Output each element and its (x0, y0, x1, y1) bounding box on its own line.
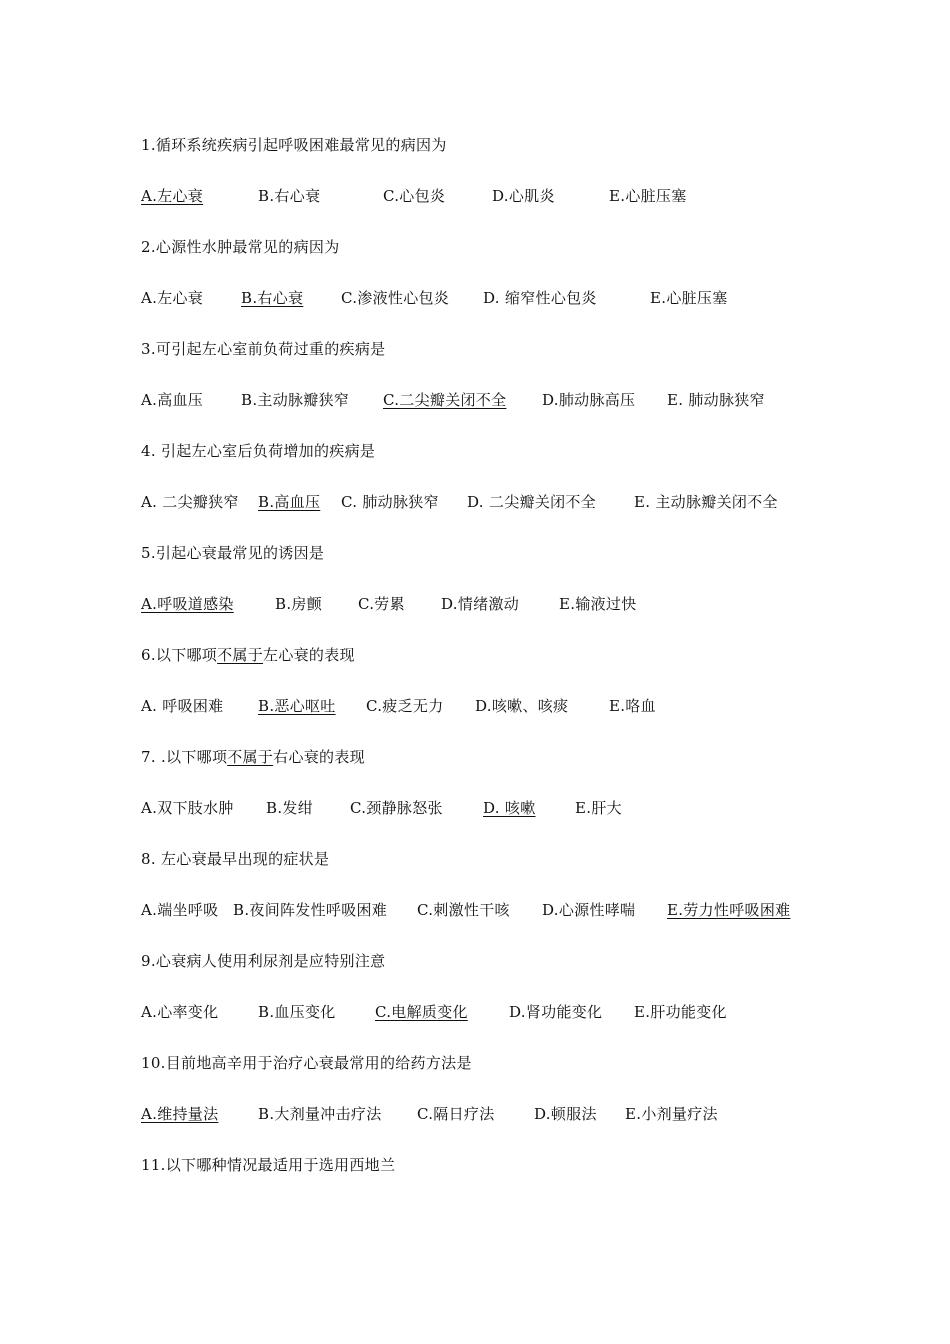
question-8-options (141, 900, 841, 920)
stem-text: 6.以下哪项 (141, 646, 218, 664)
option: E.输液过快 (559, 595, 637, 613)
option: D.肺动脉高压 (542, 391, 636, 409)
option: C.隔日疗法 (417, 1105, 495, 1123)
answer-option: C.电解质变化 (375, 1003, 468, 1021)
option: D.顿服法 (534, 1105, 597, 1123)
question-8-stem: 8. 左心衰最早出现的症状是 (141, 850, 330, 868)
option: D. 二尖瓣关闭不全 (467, 493, 597, 511)
option: C. 肺动脉狭窄 (341, 493, 439, 511)
option: C.心包炎 (383, 187, 446, 205)
answer-option: E.劳力性呼吸困难 (667, 901, 791, 919)
question-4-options (141, 492, 841, 512)
stem-text: 7. .以下哪项 (141, 748, 228, 766)
option: D.咳嗽、咳痰 (475, 697, 569, 715)
stem-text: 左心衰的表现 (263, 646, 355, 664)
stem-emphasis: 不属于 (217, 646, 264, 664)
option: B.右心衰 (258, 187, 321, 205)
answer-option: D. 咳嗽 (483, 799, 536, 817)
option: C.颈静脉怒张 (350, 799, 443, 817)
option: A. 呼吸困难 (141, 697, 224, 715)
answer-option: A.维持量法 (141, 1105, 219, 1123)
question-1-stem: 1.循环系统疾病引起呼吸困难最常见的病因为 (141, 136, 447, 154)
question-6-options (141, 696, 841, 716)
option: E. 主动脉瓣关闭不全 (634, 493, 778, 511)
option: C.疲乏无力 (366, 697, 444, 715)
question-6-stem (141, 645, 355, 665)
option: B.大剂量冲击疗法 (258, 1105, 382, 1123)
answer-option: B.恶心呕吐 (258, 697, 336, 715)
question-2-stem: 2.心源性水肿最常见的病因为 (141, 238, 340, 256)
question-4-stem: 4. 引起左心室后负荷增加的疾病是 (141, 442, 376, 460)
option: E.咯血 (609, 697, 656, 715)
option: E.肝大 (575, 799, 622, 817)
option: E.小剂量疗法 (625, 1105, 718, 1123)
option: D.情绪激动 (441, 595, 520, 613)
option: E.心脏压塞 (609, 187, 687, 205)
question-7-stem (141, 747, 365, 767)
answer-option: A.左心衰 (141, 187, 204, 205)
option: D. 缩窄性心包炎 (483, 289, 597, 307)
question-10-options (141, 1104, 841, 1124)
option: E.肝功能变化 (634, 1003, 727, 1021)
option: A.左心衰 (141, 289, 204, 307)
option: C.渗液性心包炎 (341, 289, 450, 307)
option: C.劳累 (358, 595, 405, 613)
option: A.端坐呼吸 (141, 901, 219, 919)
question-9-options (141, 1002, 841, 1022)
option: B.血压变化 (258, 1003, 336, 1021)
answer-option: B.高血压 (258, 493, 321, 511)
question-5-options (141, 594, 841, 614)
option: A. 二尖瓣狭窄 (141, 493, 239, 511)
option: A.高血压 (141, 391, 204, 409)
stem-text: 右心衰的表现 (273, 748, 365, 766)
answer-option: A.呼吸道感染 (141, 595, 234, 613)
option: D.心源性哮喘 (542, 901, 636, 919)
stem-emphasis: 不属于 (227, 748, 274, 766)
option: C.刺激性干咳 (417, 901, 510, 919)
option: B.主动脉瓣狭窄 (241, 391, 350, 409)
option: B.夜间阵发性呼吸困难 (233, 901, 388, 919)
question-3-options (141, 390, 841, 410)
question-2-options (141, 288, 841, 308)
option: E.心脏压塞 (650, 289, 728, 307)
question-7-options (141, 798, 841, 818)
option: E. 肺动脉狭窄 (667, 391, 765, 409)
option: D.心肌炎 (492, 187, 555, 205)
answer-option: C.二尖瓣关闭不全 (383, 391, 507, 409)
option: D.肾功能变化 (509, 1003, 603, 1021)
option: B.房颤 (275, 595, 322, 613)
question-5-stem: 5.引起心衰最常见的诱因是 (141, 544, 325, 562)
question-9-stem: 9.心衰病人使用利尿剂是应特别注意 (141, 952, 386, 970)
option: A.双下肢水肿 (141, 799, 234, 817)
answer-option: B.右心衰 (241, 289, 304, 307)
question-11-stem: 11.以下哪种情况最适用于选用西地兰 (141, 1156, 396, 1174)
question-3-stem: 3.可引起左心室前负荷过重的疾病是 (141, 340, 386, 358)
option: B.发绀 (266, 799, 313, 817)
question-1-options (141, 186, 841, 206)
option: A.心率变化 (141, 1003, 219, 1021)
question-10-stem: 10.目前地高辛用于治疗心衰最常用的给药方法是 (141, 1054, 472, 1072)
